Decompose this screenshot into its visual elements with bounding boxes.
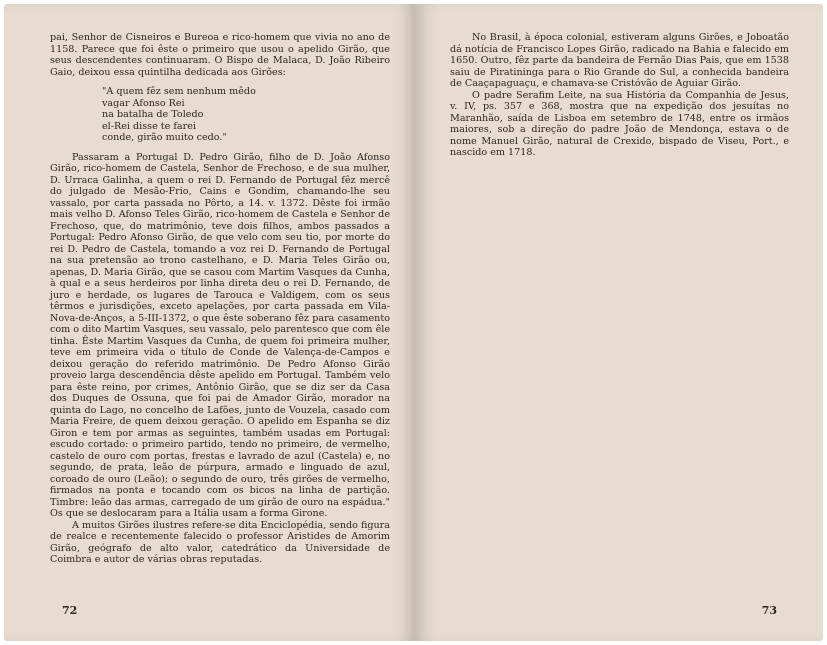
left-page-number: 72 [62,604,78,617]
right-page [416,4,823,641]
poem-line: vagar Afonso Rei [102,97,185,109]
poem-line: el-Rei disse te farei [102,120,196,132]
right-page-number: 73 [761,604,777,617]
quintilha-poem [102,86,390,144]
left-paragraph-3: A muitos Girões ilustres refere-se dita Enciclopédia, sendo figura de realce e recentemente falecido o professor Aristides de Amorim Girão, geógrafo de alto valor, catedrático da Universidade de Coimbra e autor de várias obras reputadas. [50,519,390,565]
poem-line: conde, girão muito cedo." [102,132,227,143]
book-spread [4,4,823,641]
left-paragraph-2: Passaram a Portugal D. Pedro Girão, filho de D. João Afonso Girão, rico-homem de Castela, Senhor de Frechoso, e de sua mulher, D. Urraca Galinha, a quem o rei D. Fernando de Portugal fêz mercê do julgado de Mesão-Frio, Cains e Gondim, chamando-lhe seu vassalo, por carta passada no Pôrto, a 14. v. 1372. Dêste foi irmão mais velho D. Afonso Teles Girão, rico-homem de Castela e Senhor de Frechoso, que, do matrimônio, teve dois filhos, ambos passados a Portugal: Pedro Afonso Girão, de que velo com seu tio, por morte do rei D. Pedro de Castela, tomando a voz rei D. Fernando de Portugal na sua pretensão ao trono castelhano, e D. Maria Teles Girão ou, apenas, D. Maria Girão, que se casou com Martim Vasques da Cunha, à qual e a seus herdeiros por linha direta deu o rei D. Fernando, de juro e herdade, os lugares de Tarouca e Valdigem, com os seus têrmos e jurisdições, exceto apelações, por carta passada em Vila-Nova-de-Anços, a 5-III-1372, o que êste soberano fêz para casamento com o dito Martim Vasques, seu vassalo, pelo parentesco que com êle tinha. Êste Martim Vasques da Cunha, de quem foi primeira mulher, teve em primeira vida o título de Conde de Valença-de-Campos e deixou geração do referido matrimônio. De Pedro Afonso Girão proveio larga descendência dêste apelido em Portugal. Também velo para êste reino, por crimes, Antônio Girão, que se diz ser da Casa dos Duques de Ossuna, que foi pai de Amador Girão, morador na quinta do Lago, no concelho de Lafões, junto de Vouzela, casado com Maria Freire, de quem deixou geração. O apelido em Espanha se diz Giron e tem por armas as seguintes, também usadas em Portugal: escudo cortado: o primeiro partido, tendo no primeiro, de vermelho, castelo de ouro com portas, frestas e lavrado de azul (Castela) e, no segundo, de prata, leão de púrpura, armado e linguado de azul, coroado de ouro (Leão); o segundo de ouro, três girões de vermelho, firmados na ponta e tocando com os bicos na linha de partição. Timbre: leão das armas, carregado de um girão de ouro na espádua." Os que se deslocaram para a Itália usam a forma Girone. [50,151,390,519]
left-paragraph-1: pai, Senhor de Cisneiros e Bureoa e rico-homem que vivia no ano de 1158. Parece que foi êste o primeiro que usou o apelido Girão, que seus descendentes continuaram. O Bispo de Malaca, D. João Ribeiro Gaio, deixou essa quintilha dedicada aos Girões: [50,32,390,78]
right-paragraph-2: O padre Serafim Leite, na sua História da Companhia de Jesus, v. IV, ps. 357 e 368, mostra que na expedição dos jesuítas no Maranhão, saída de Lisboa em setembro de 1748, entre os irmãos maiores, sob a direção do padre João de Mendonça, estava o de nome Manuel Girão, natural de Crexido, bispado de Viseu, Port., e nascido em 1718. [450,89,789,158]
poem-line: na batalha de Toledo [102,109,204,120]
right-paragraph-1: No Brasil, à época colonial, estiveram alguns Girões, e Joboatão dá notícia de Francisco Lopes Girão, radicado na Bahia e falecido em 1650. Outro, fêz parte da bandeira de Fernão Dias Pais, que em 1538 saiu de Piratininga para o Rio Grande do Sul, a conhecida bandeira de Caaçapaguaçu, e chamava-se Cristóvão de Aguiar Girão. [450,32,789,89]
left-page [4,4,416,641]
poem-line: "A quem fêz sem nenhum mêdo [102,86,256,97]
